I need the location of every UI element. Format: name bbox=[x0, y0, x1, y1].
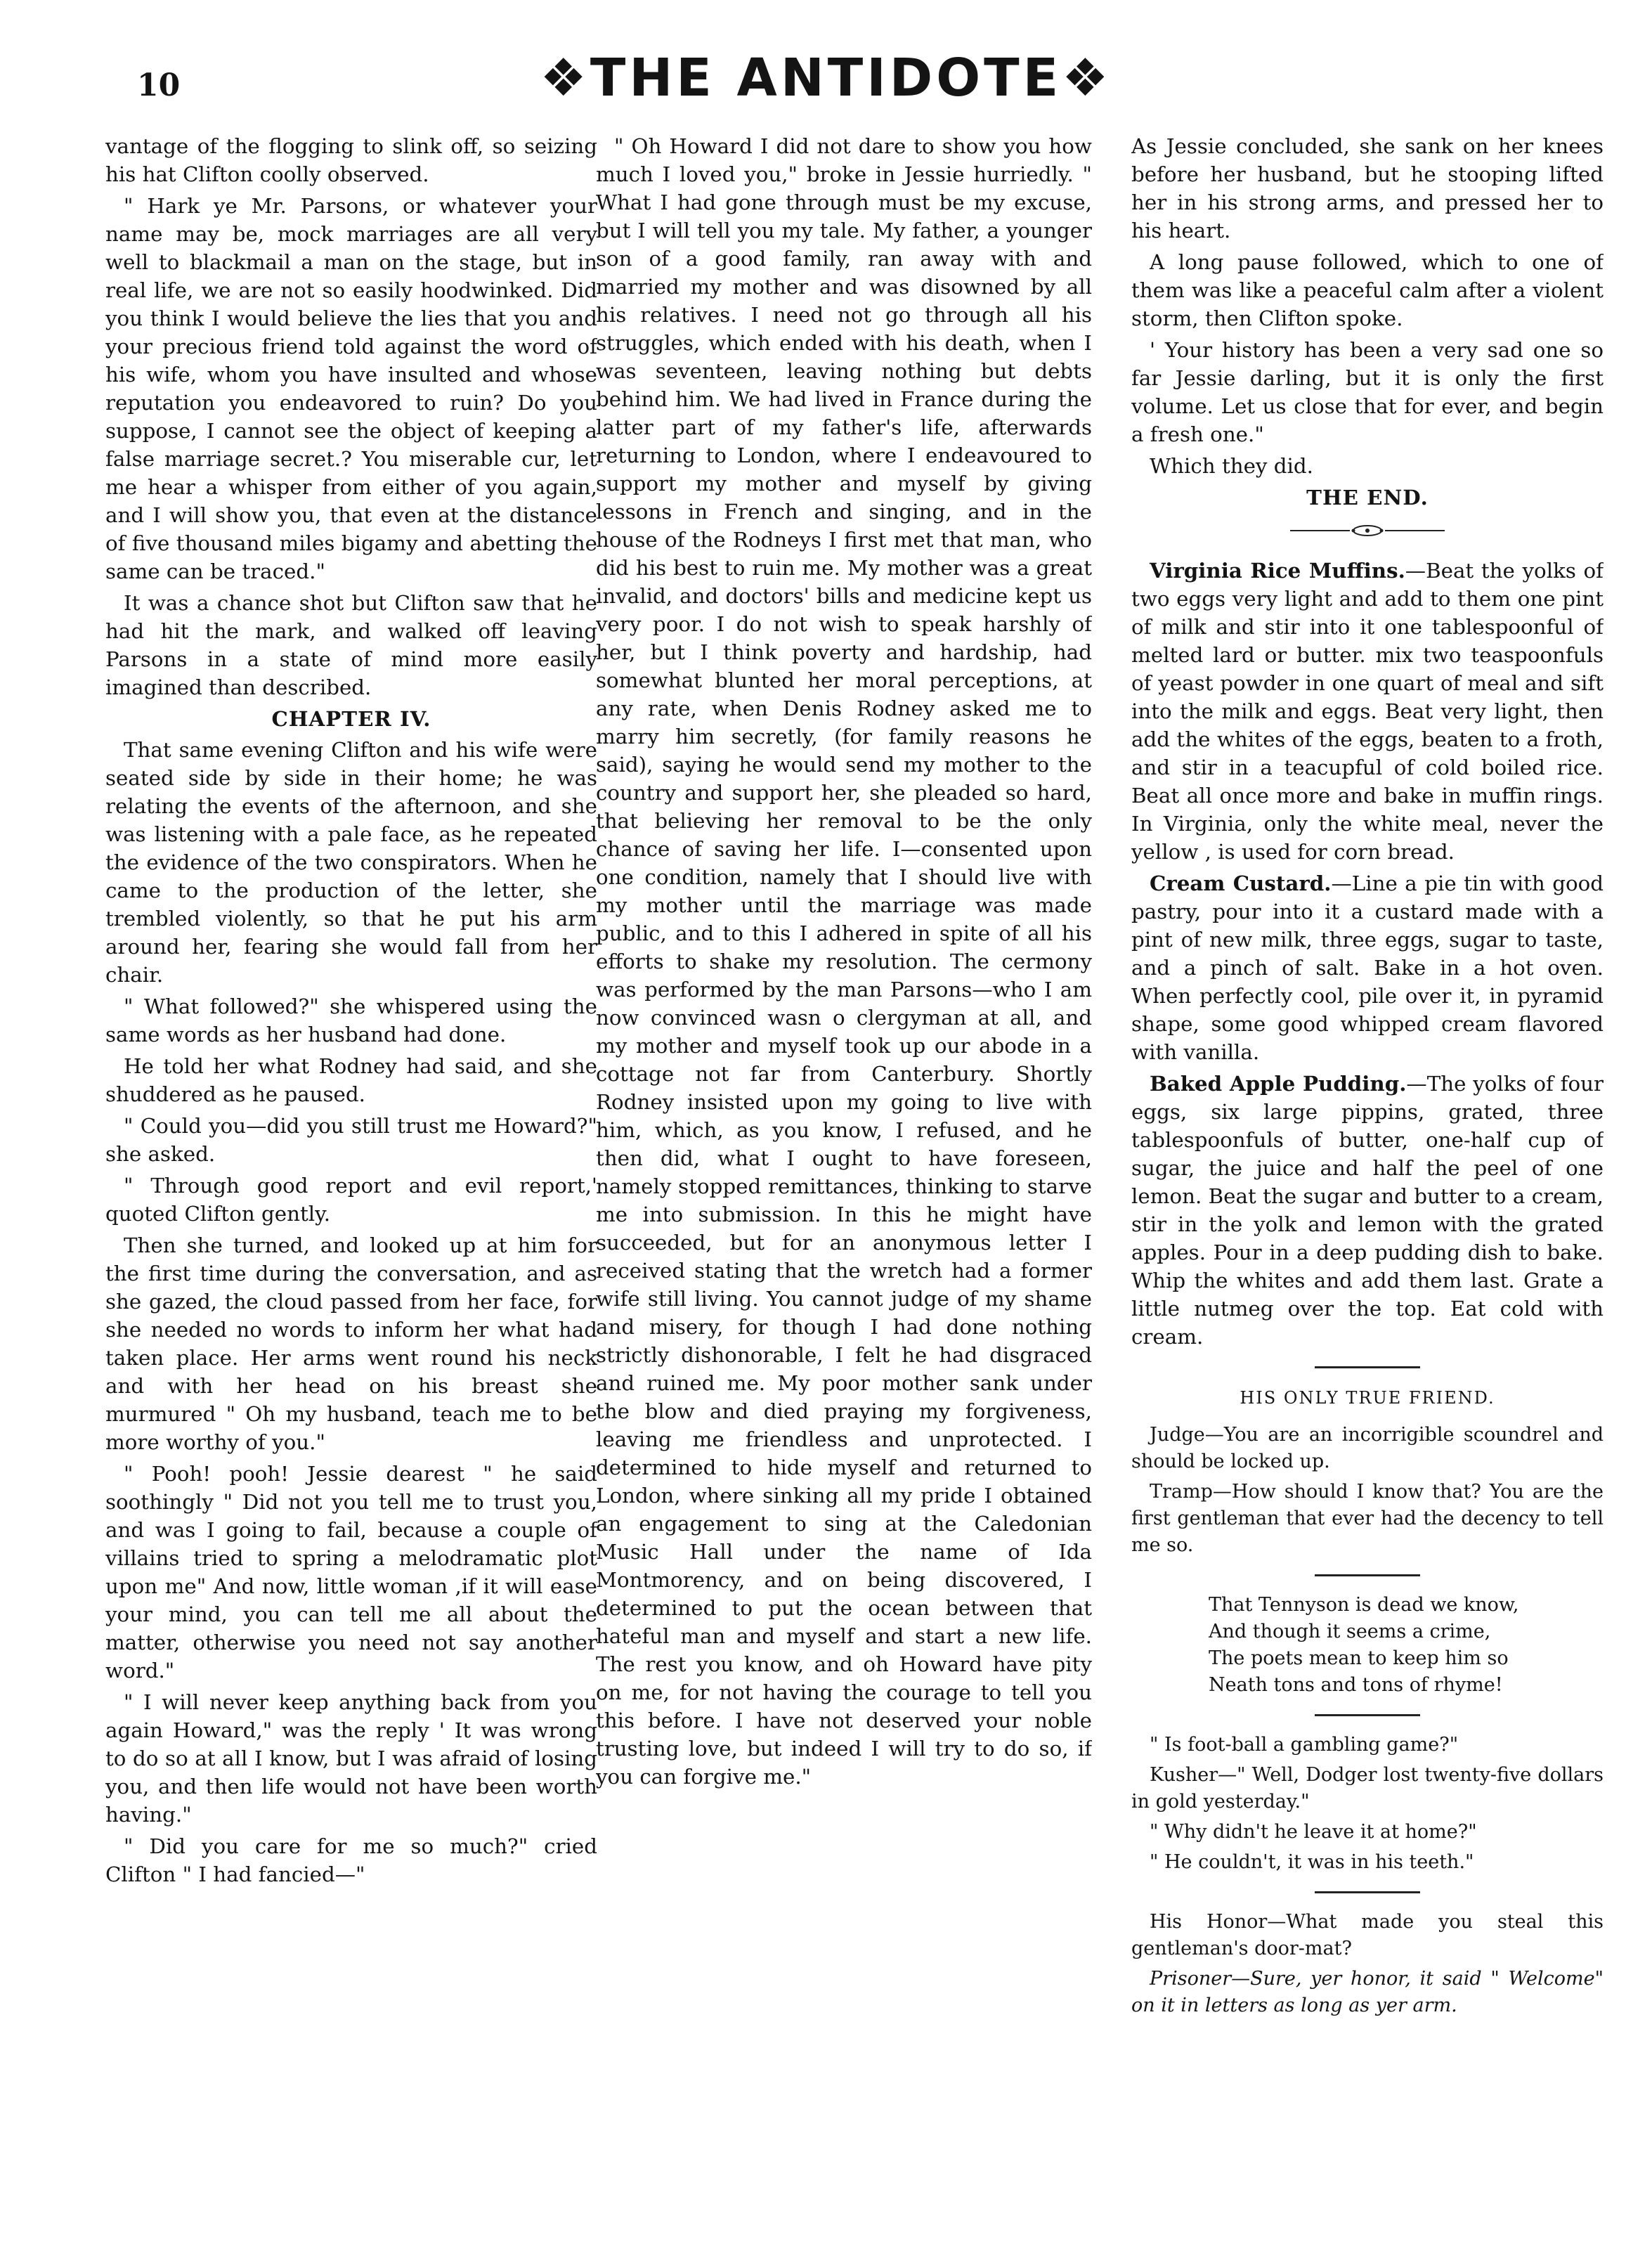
verse-line: Neath tons and tons of rhyme! bbox=[1209, 1674, 1503, 1696]
verse-line: And though it seems a crime, bbox=[1209, 1621, 1491, 1642]
recipe-title: Virginia Rice Muffins. bbox=[1150, 558, 1405, 583]
ornament-divider-icon bbox=[1131, 521, 1604, 543]
joke-line: Kusher—" Well, Dodger lost twenty-five dollars in gold yesterday." bbox=[1131, 1764, 1604, 1813]
recipe-text: —Line a pie tin with good pastry, pour into it a custard made with a pint of new milk, three eggs, sugar to taste, and a pinch of salt. Bake in a hot oven. When perfectly cool, pile over it, in pyramid shape, some good whipped cream flavored with vanilla. bbox=[1131, 871, 1604, 1064]
recipe-text: —The yolks of four eggs, six large pippins, grated, three tablespoonfuls of butter, one-half cup of sugar, the juice and half the peel of one lemon. Beat the sugar and butter to a cream, stir in the yolk and lemon with the grated apples. Pour in a deep pudding dish to bake. Whip the whites and add them last. Grate a little nutmeg over the top. Eat cold with cream. bbox=[1131, 1072, 1604, 1349]
story-paragraph: It was a chance shot but Clifton saw that he had hit the mark, and walked off leaving Parsons in a state of mind more easily imagined than described. bbox=[105, 591, 597, 699]
story-paragraph: Which they did. bbox=[1150, 454, 1313, 478]
verse-line: That Tennyson is dead we know, bbox=[1209, 1594, 1519, 1616]
story-paragraph: " What followed?" she whispered using the same words as her husband had done. bbox=[105, 994, 597, 1046]
story-paragraph: A long pause followed, which to one of them was like a peaceful calm after a violent storm, then Clifton spoke. bbox=[1131, 250, 1604, 330]
story-paragraph: " Hark ye Mr. Parsons, or whatever your name may be, mock marriages are all very well to blackmail a man on the stage, but in real life, we are not so easily hoodwinked. Did you think I would believe the lies that you and your precious friend told against the word of his wife, whom you have insulted and whose reputation you endeavored to ruin? Do you suppose, I cannot see the object of keeping a false marriage secret.? You miserable cur, let me hear a whisper from either of you again, and I will show you, that even at the distance of five thousand miles bigamy and abetting the same can be traced." bbox=[105, 194, 597, 583]
joke-line: " Why didn't he leave it at home?" bbox=[1150, 1821, 1477, 1843]
story-paragraph: " Could you—did you still trust me Howard?" she asked. bbox=[105, 1114, 597, 1166]
story-paragraph: " Did you care for me so much?" cried Clifton " I had fancied—" bbox=[105, 1834, 597, 1886]
verse-line: The poets mean to keep him so bbox=[1209, 1647, 1509, 1669]
joke-line: Prisoner—Sure, yer honor, it said " Welcome" on it in letters as long as yer arm. bbox=[1131, 1968, 1604, 2016]
column-3 bbox=[1131, 132, 1604, 2241]
joke-line: His Honor—What made you steal this gentleman's door-mat? bbox=[1131, 1911, 1604, 1959]
story-paragraph: " I will never keep anything back from you again Howard," was the reply ' It was wrong to do so at all I know, but I was afraid of losing you, and then life would not have been worth having." bbox=[105, 1690, 597, 1827]
joke-line: Judge—You are an incorrigible scoundrel and should be locked up. bbox=[1131, 1424, 1604, 1472]
story-paragraph: " Through good report and evil report,' quoted Clifton gently. bbox=[105, 1174, 597, 1226]
divider-rule bbox=[1315, 1891, 1420, 1893]
story-paragraph: ' Your history has been a very sad one so far Jessie darling, but it is only the first volume. Let us close that for ever, and begin a fresh one." bbox=[1131, 338, 1604, 446]
story-paragraph: vantage of the flogging to slink off, so seizing his hat Clifton coolly observed. bbox=[105, 134, 597, 186]
story-paragraph: That same evening Clifton and his wife were seated side by side in their home; he was relating the events of the afternoon, and she was listening with a pale face, as he repeated the evidence of the two conspirators. When he came to the production of the letter, she trembled violently, so that he put his arm around her, fearing she would fall from her chair. bbox=[105, 738, 597, 987]
divider-rule bbox=[1315, 1714, 1420, 1716]
recipe-paragraph bbox=[1131, 557, 1604, 866]
story-paragraph: He told her what Rodney had said, and she shuddered as he paused. bbox=[105, 1054, 597, 1106]
story-paragraph: " Oh Howard I did not dare to show you how much I loved you," broke in Jessie hurriedly. " What I had gone through must be my excuse, but I will tell you my tale. My father, a younger son of a good family, ran away with and married my mother and was disowned by all his relatives. I need not go through all his struggles, which ended with his death, when I was seventeen, leaving nothing but debts behind him. We had lived in France during the latter part of my father's life, afterwards returning to London, where I endeavoured to support my mother and myself by giving lessons in French and singing, and in the house of the Rodneys I first met that man, who did his best to ruin me. My mother was a great invalid, and doctors' bills and medicine kept us very poor. I do not wish to speak harshly of her, but I think poverty and hardship, had somewhat blunted her moral perceptions, at any rate, when Denis Rodney asked me to marry him secretly, (for family reasons he said), saying he would send my mother to the country and support her, she pleaded so hard, that believing her removal to be the only chance of saving her life. I—consented upon one condition, namely that I should live with my mother until the marriage was made public, and to this I adhered in spite of all his efforts to shake my resolution. The cermony was performed by the man Parsons—who I am now convinced wasn o clergyman at all, and my mother and myself took up our abode in a cottage not far from Canterbury. Shortly Rodney insisted upon my going to live with him, which, as you know, I refused, and he then did, what I ought to have foreseen, namely stopped remittances, thinking to starve me into submission. In this he might have succeeded, but for an anonymous letter I received stating that the wretch had a former wife still living. You cannot judge of my shame and misery, for though I had done nothing strictly dishonorable, I felt he had disgraced and ruined me. My poor mother sank under the blow and died praying my forgiveness, leaving me friendless and unprotected. I determined to hide myself and returned to London, where sinking all my pride I obtained an engagement to sing at the Caledonian Music Hall under the name of Ida Montmorency, and on being discovered, I determined to put the ocean between that hateful man and myself and start a new life. The rest you know, and oh Howard have pity on me, for not having the courage to tell you this before. I have not deserved your noble trusting love, but indeed I will try to do so, if you can forgive me." bbox=[596, 134, 1092, 1789]
story-paragraph: Then she turned, and looked up at him for the first time during the conversation, and as she gazed, the cloud passed from her face, for she needed no words to inform her what had taken place. Her arms went round his neck and with her head on his breast she murmured " Oh my husband, teach me to be more worthy of you." bbox=[105, 1233, 597, 1454]
joke-line: " He couldn't, it was in his teeth." bbox=[1150, 1851, 1474, 1873]
recipe-paragraph bbox=[1131, 869, 1604, 1066]
column-2 bbox=[596, 132, 1092, 2241]
joke-line: " Is foot-ball a gambling game?" bbox=[1150, 1734, 1459, 1756]
story-paragraph: As Jessie concluded, she sank on her knees before her husband, but he stooping lifted her in his strong arms, and pressed her to his heart. bbox=[1131, 134, 1604, 242]
story-paragraph: " Pooh! pooh! Jessie dearest " he said soothingly " Did not you tell me to trust you, and was I going to fail, because a couple of villains tried to spring a melodramatic plot upon me" And now, little woman ,if it will ease your mind, you can tell me all about the matter, otherwise you need not say another word." bbox=[105, 1462, 597, 1683]
column-1 bbox=[105, 132, 597, 2241]
masthead-title: ❖THE ANTIDOTE❖ bbox=[540, 48, 1112, 108]
chapter-heading: CHAPTER IV. bbox=[271, 706, 431, 731]
flourish-icon bbox=[1283, 523, 1452, 538]
page-number: 10 bbox=[137, 67, 181, 103]
recipe-title: Cream Custard. bbox=[1150, 871, 1332, 895]
recipe-text: —Beat the yolks of two eggs very light and add to them one pint of milk and stir into it one tablespoonful of melted lard or butter. mix two teaspoonfuls of yeast powder in one quart of meal and sift into the milk and eggs. Beat very light, then add the whites of the eggs, beaten to a froth, and stir in a teacupful of cold boiled rice. Beat all once more and bake in muffin rings. In Virginia, only the white meal, never the yellow , is used for corn bread. bbox=[1131, 559, 1604, 864]
joke-title: HIS ONLY TRUE FRIEND. bbox=[1240, 1388, 1495, 1408]
divider-rule bbox=[1315, 1574, 1420, 1576]
verse-block bbox=[1131, 1592, 1604, 1699]
recipe-paragraph bbox=[1131, 1070, 1604, 1351]
the-end-heading: THE END. bbox=[1306, 485, 1429, 510]
joke-line: Tramp—How should I know that? You are the first gentleman that ever had the decency to tell me so. bbox=[1131, 1481, 1604, 1556]
divider-rule bbox=[1315, 1366, 1420, 1368]
recipe-title: Baked Apple Pudding. bbox=[1150, 1071, 1407, 1096]
